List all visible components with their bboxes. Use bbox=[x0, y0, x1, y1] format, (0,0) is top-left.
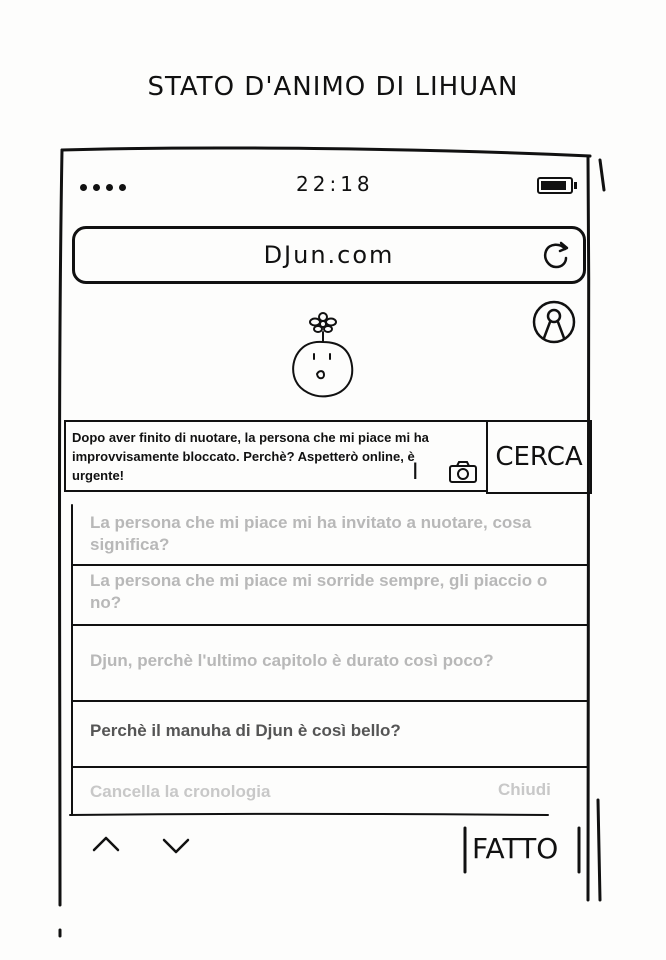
suggestion-item[interactable]: La persona che mi piace mi ha invitato a nuotare, cosa significa? bbox=[90, 513, 532, 554]
close-link[interactable]: Chiudi bbox=[498, 780, 551, 799]
toolbar-divider bbox=[462, 826, 468, 874]
search-button[interactable]: CERCA bbox=[486, 420, 592, 494]
mascot-logo bbox=[284, 312, 362, 400]
toolbar-divider bbox=[576, 826, 582, 874]
done-button[interactable]: FATTO bbox=[472, 832, 559, 865]
refresh-icon[interactable] bbox=[539, 239, 573, 273]
battery-icon bbox=[537, 177, 573, 194]
clear-history-link[interactable]: Cancella la cronologia bbox=[90, 782, 271, 801]
search-input[interactable] bbox=[64, 420, 488, 492]
search-query-text: Dopo aver finito di nuotare, la persona che mi piace mi ha improvvisamente bloccato. Perchè? Aspetterò online, è urgente! bbox=[72, 430, 429, 483]
profile-icon[interactable] bbox=[530, 298, 578, 346]
camera-icon[interactable] bbox=[448, 460, 478, 484]
address-bar[interactable] bbox=[72, 226, 586, 284]
suggestion-item[interactable]: La persona che mi piace mi sorride sempre, gli piaccio o no? bbox=[90, 571, 548, 612]
text-cursor-icon: I bbox=[412, 460, 419, 485]
status-time: 22:18 bbox=[296, 172, 374, 196]
signal-dots-icon bbox=[80, 178, 132, 196]
page-title: STATO D'ANIMO DI LIHUAN bbox=[147, 72, 519, 102]
chevron-down-icon[interactable] bbox=[160, 834, 192, 858]
chevron-up-icon[interactable] bbox=[90, 832, 122, 856]
suggestion-item[interactable]: Djun, perchè l'ultimo capitolo è durato così poco? bbox=[90, 651, 494, 670]
url-text: DJun.com bbox=[263, 241, 395, 269]
suggestion-item[interactable]: Perchè il manuha di Djun è così bello? bbox=[90, 721, 401, 740]
